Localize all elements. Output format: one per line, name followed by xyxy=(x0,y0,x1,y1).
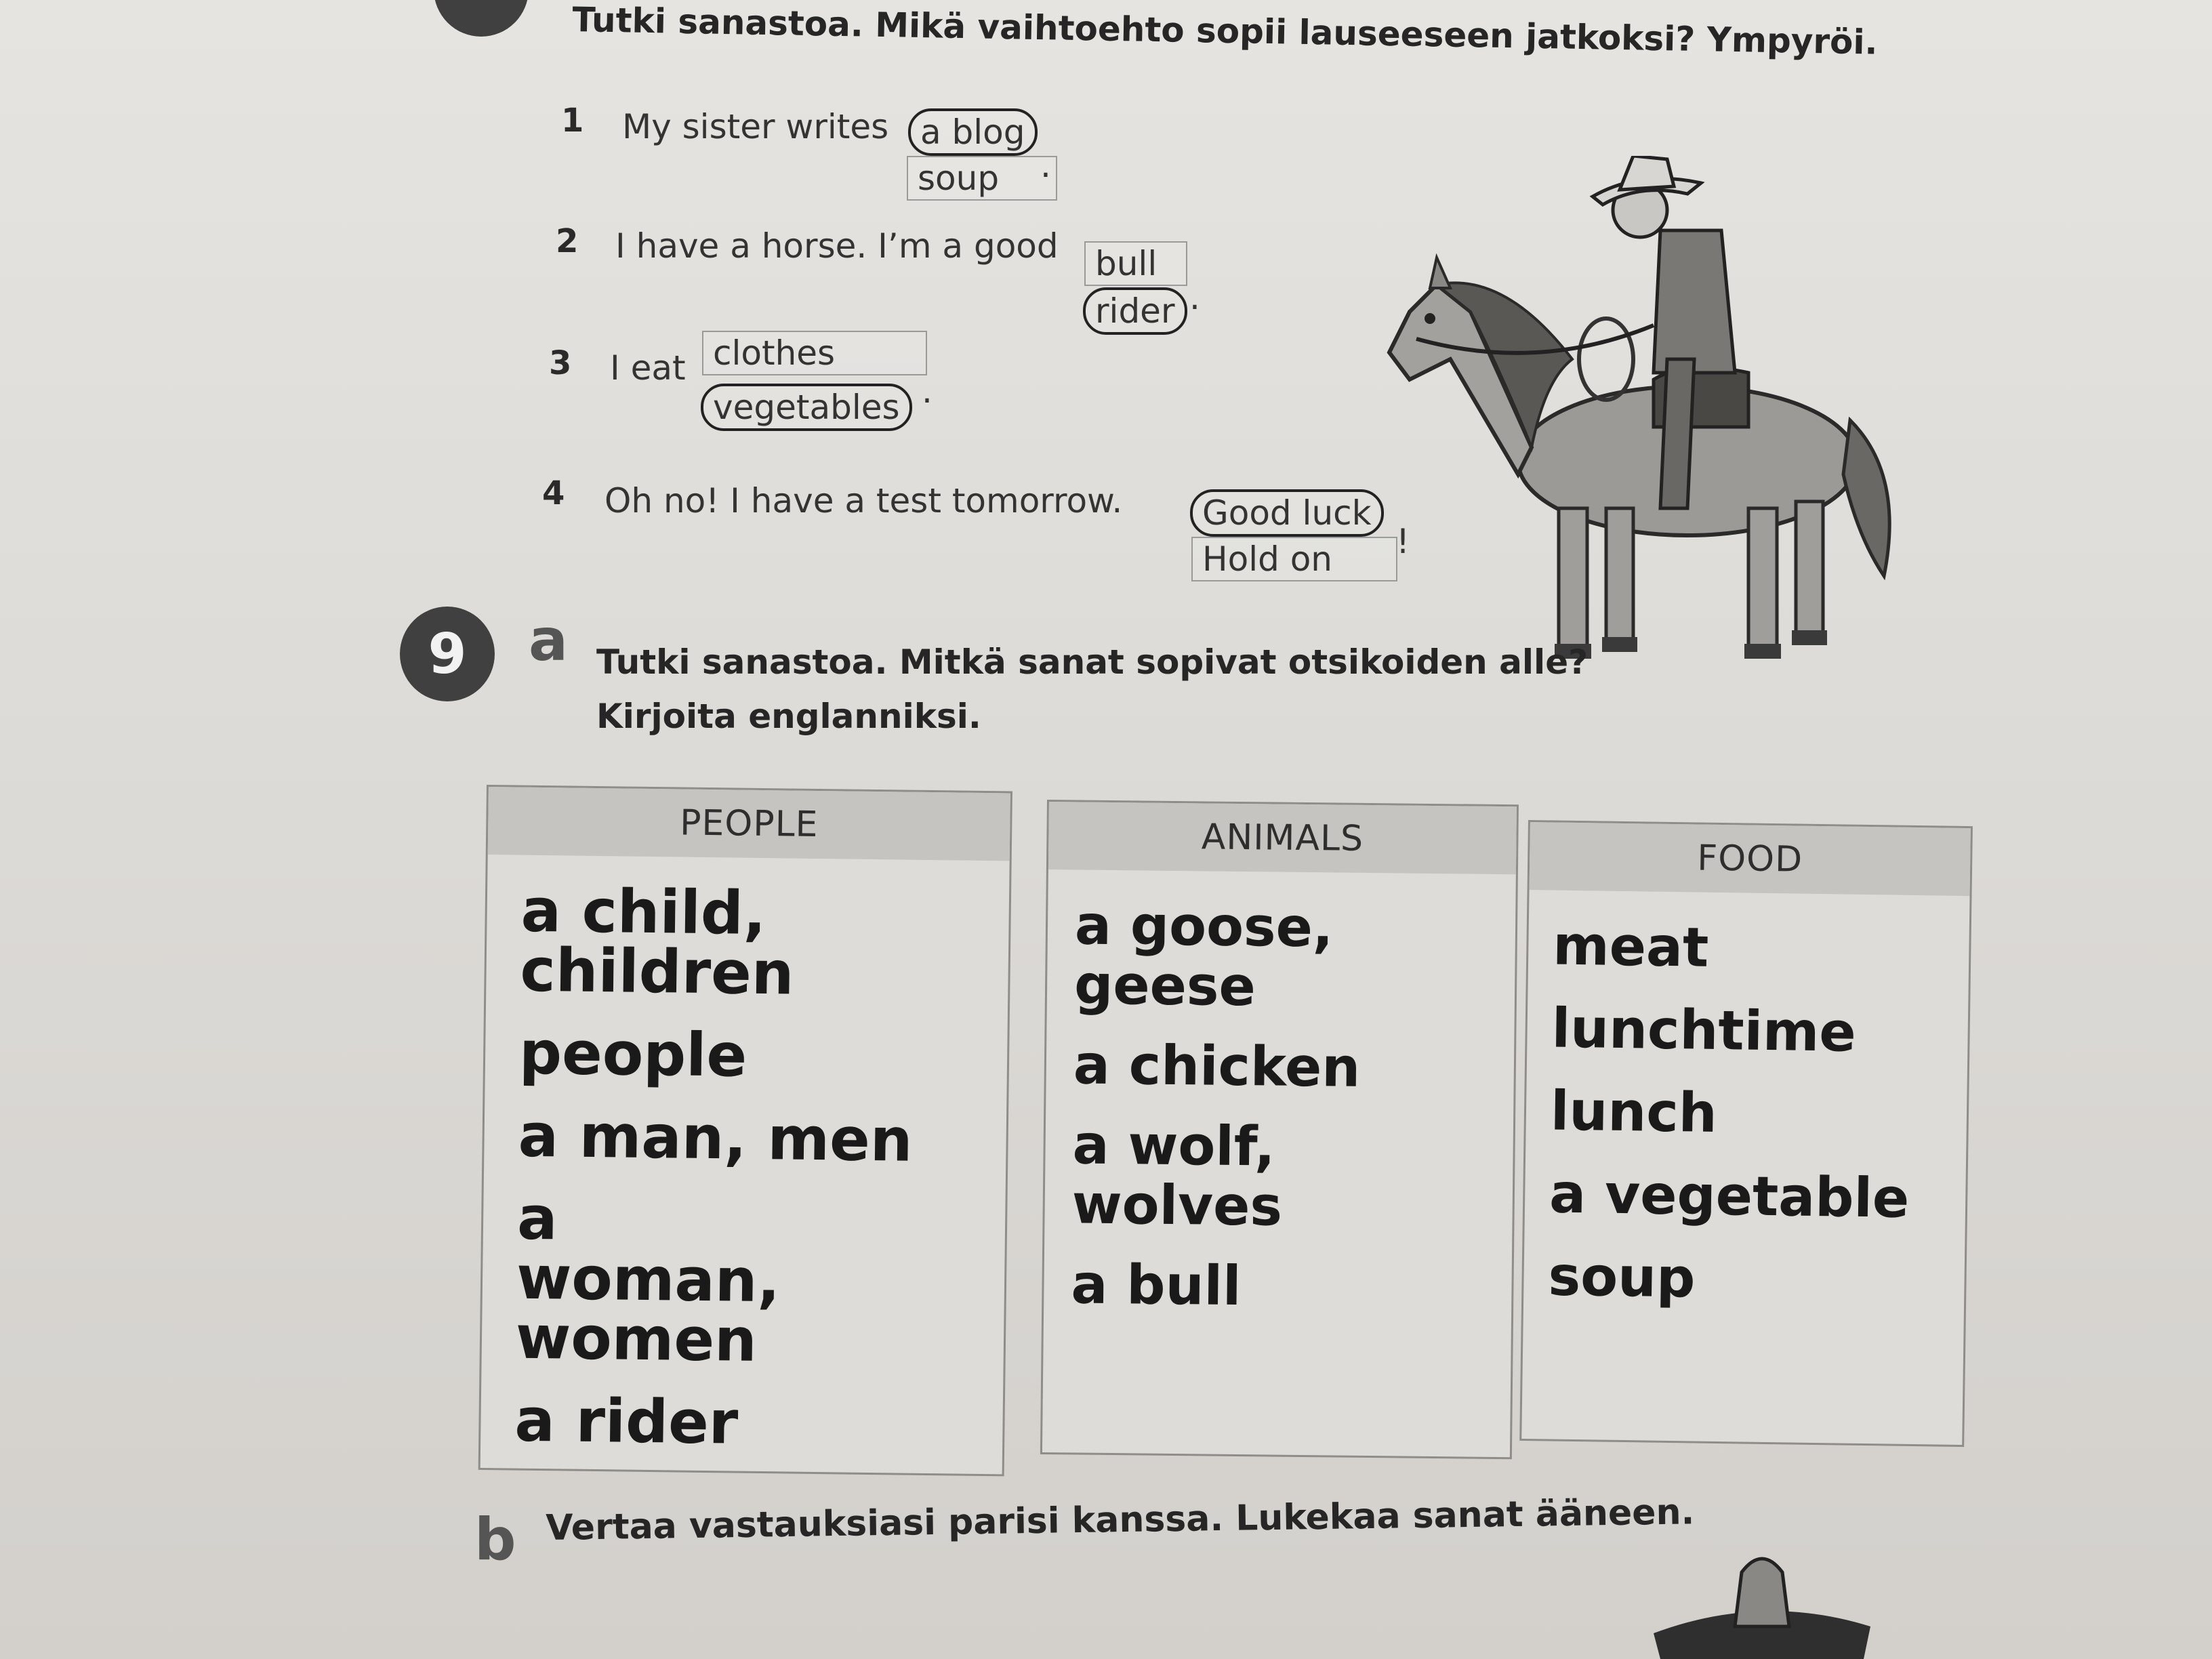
question-4-option-hold-on[interactable]: Hold on xyxy=(1191,537,1397,581)
part-b-instruction: Vertaa vastauksiasi parisi kanssa. Lukekaa sanat ääneen. xyxy=(546,1492,1695,1549)
exercise-8-instruction: Tutki sanastoa. Mikä vaihtoehto sopii lauseeseen jatkoksi? Ympyröi. xyxy=(571,0,1879,62)
exercise-8-badge xyxy=(434,0,529,37)
animals-box xyxy=(1040,800,1519,1459)
food-heading: FOOD xyxy=(1530,822,1971,896)
question-1-end: . xyxy=(1040,146,1051,185)
question-3-option-vegetables[interactable]: vegetables xyxy=(701,384,912,431)
animals-entry: a wolf, wolves xyxy=(1071,1113,1283,1238)
food-entry: soup xyxy=(1547,1244,1696,1310)
animals-entry: a bull xyxy=(1071,1252,1242,1318)
question-1-option-a-blog[interactable]: a blog xyxy=(908,108,1038,156)
food-entry: meat xyxy=(1552,914,1709,979)
part-a-letter: a xyxy=(529,607,569,674)
food-entry: lunchtime xyxy=(1551,996,1857,1064)
food-box xyxy=(1519,820,1973,1447)
food-entry: a vegetable xyxy=(1549,1162,1910,1230)
food-entry: lunch xyxy=(1550,1079,1718,1145)
people-entry: a rider xyxy=(514,1385,739,1458)
part-b-letter: b xyxy=(474,1506,516,1574)
people-entry: a woman, women xyxy=(515,1183,781,1375)
question-4-text: Oh no! I have a test tomorrow. xyxy=(605,481,1123,520)
people-heading: PEOPLE xyxy=(488,787,1010,861)
animals-entry: a chicken xyxy=(1073,1033,1361,1099)
hat-illustration xyxy=(1640,1532,1884,1659)
cowboy-on-horse-illustration xyxy=(1369,156,1904,671)
people-box xyxy=(478,785,1012,1476)
question-2-option-bull[interactable]: bull xyxy=(1084,241,1187,286)
people-entry: people xyxy=(518,1017,747,1090)
question-4-end: ! xyxy=(1396,522,1410,561)
animals-heading: ANIMALS xyxy=(1048,802,1517,874)
people-entry: a child, children xyxy=(520,875,795,1008)
question-1-option-soup[interactable]: soup xyxy=(907,156,1057,201)
exercise-9-badge: 9 xyxy=(400,607,495,701)
question-3-number: 3 xyxy=(549,344,572,382)
part-a-instruction-line1: Tutki sanastoa. Mitkä sanat sopivat otsikoiden alle? xyxy=(596,642,1589,682)
question-2-number: 2 xyxy=(556,222,579,260)
animals-entry: a goose, geese xyxy=(1073,893,1334,1019)
people-entry: a man, men xyxy=(518,1100,914,1175)
question-2-end: . xyxy=(1189,278,1200,317)
question-2-text: I have a horse. I’m a good xyxy=(615,226,1059,266)
question-3-text: I eat xyxy=(610,348,686,388)
question-1-text: My sister writes xyxy=(622,107,889,146)
question-1-number: 1 xyxy=(561,102,584,140)
part-a-instruction-line2: Kirjoita englanniksi. xyxy=(596,697,981,736)
question-2-option-rider[interactable]: rider xyxy=(1083,287,1187,335)
question-3-option-clothes[interactable]: clothes xyxy=(702,331,927,375)
question-4-option-good-luck[interactable]: Good luck xyxy=(1190,489,1384,537)
question-4-number: 4 xyxy=(542,474,565,512)
question-3-end: . xyxy=(922,371,933,411)
